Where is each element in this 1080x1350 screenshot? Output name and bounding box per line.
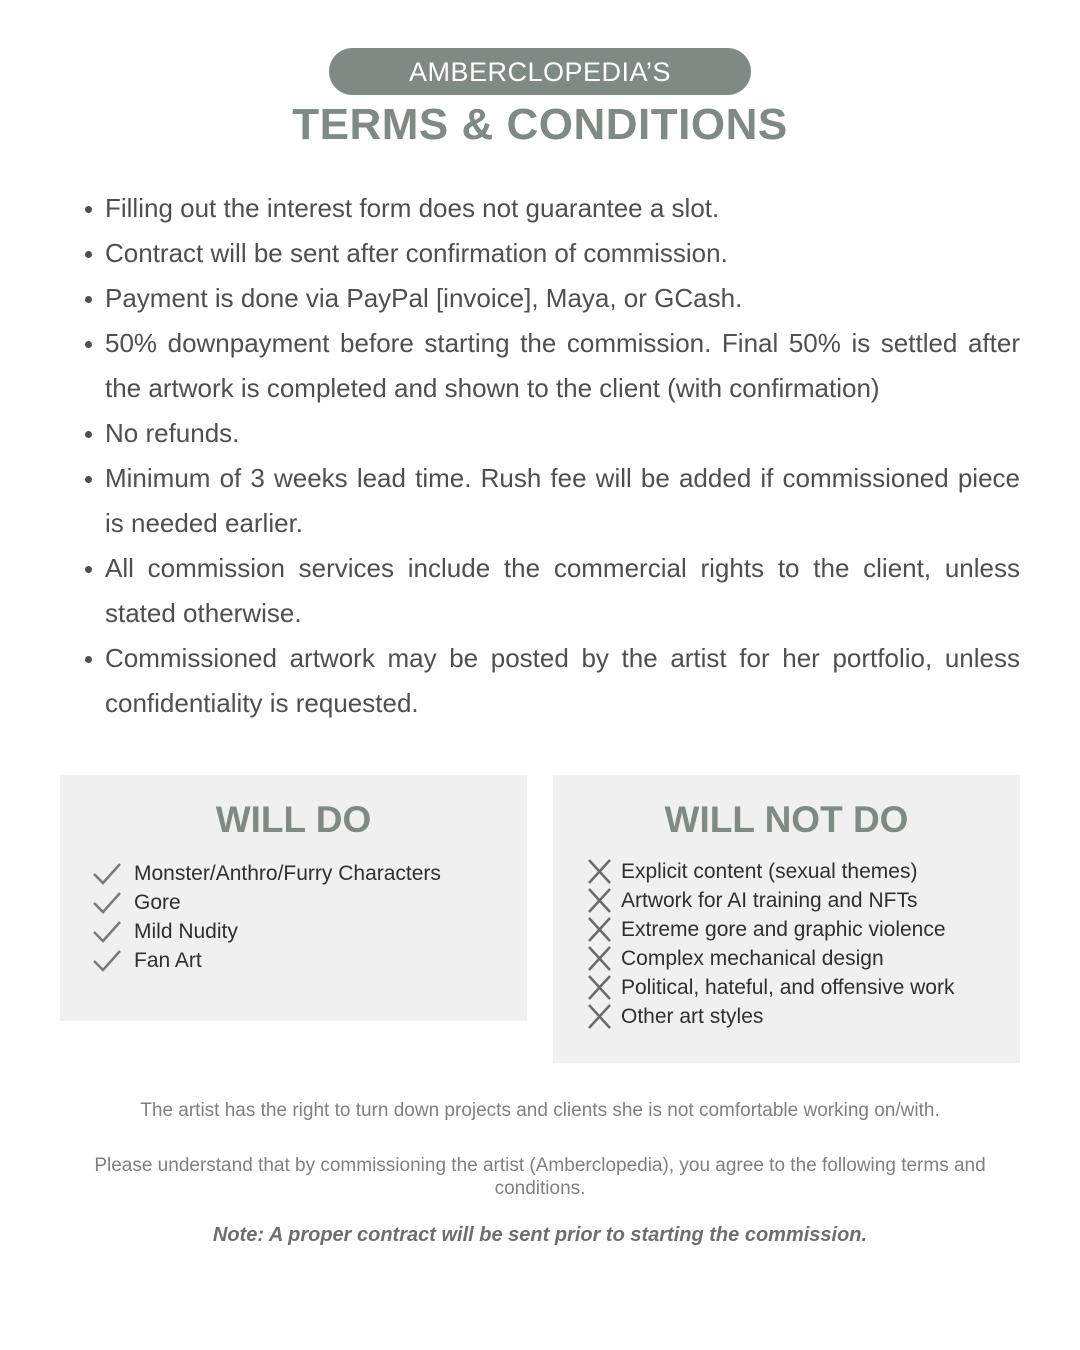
will-not-do-item [586,973,954,1002]
x-icon [586,915,613,944]
x-icon [586,944,613,973]
term-item: 50% downpayment before starting the commission. Final 50% is settled after the artwork is completed and shown to the client (with confirmation) [82,321,1020,411]
will-do-item [92,888,441,917]
term-item: No refunds. [82,411,1020,456]
will-do-heading: WILL DO [215,799,372,840]
term-item: Filling out the interest form does not guarantee a slot. [82,186,1020,231]
will-not-do-panel [553,775,1020,1063]
will-do-panel [60,775,527,1021]
x-icon [586,1002,613,1031]
will-not-do-item-label: Extreme gore and graphic violence [621,917,946,941]
agreement-text: Please understand that by commissioning the artist (Amberclopedia), you agree to the following terms and conditions. [94,1155,986,1199]
will-do-list [92,859,441,975]
will-not-do-item [586,915,954,944]
will-not-do-item-label: Political, hateful, and offensive work [621,975,955,999]
will-do-item [92,917,441,946]
x-icon [586,857,613,886]
will-not-do-item [586,886,954,915]
x-icon [586,973,613,1002]
will-do-item [92,859,441,888]
term-item: Payment is done via PayPal [invoice], Maya, or GCash. [82,276,1020,321]
check-icon [92,888,122,917]
check-icon [92,859,122,888]
right-to-refuse-text: The artist has the right to turn down projects and clients she is not comfortable working on/with. [140,1100,940,1121]
contract-note: Note: A proper contract will be sent prior to starting the commission. [212,1224,868,1246]
check-icon [92,946,122,975]
will-not-do-item-label: Complex mechanical design [621,946,884,970]
will-not-do-item [586,1002,954,1031]
will-not-do-item-label: Explicit content (sexual themes) [621,859,918,883]
will-not-do-item [586,857,954,886]
will-not-do-heading: WILL NOT DO [664,799,909,840]
will-not-do-list [586,857,954,1031]
will-do-item-label: Gore [134,890,181,914]
will-not-do-item-label: Other art styles [621,1004,764,1028]
will-do-item-label: Mild Nudity [134,919,238,943]
check-icon [92,917,122,946]
page-title: TERMS & CONDITIONS [292,100,788,149]
term-item: Contract will be sent after confirmation of commission. [82,231,1020,276]
will-do-item-label: Fan Art [134,948,202,972]
terms-list [82,186,1020,726]
brand-badge: AMBERCLOPEDIA’S [329,48,751,95]
will-do-item-label: Monster/Anthro/Furry Characters [134,861,441,885]
x-icon [586,886,613,915]
term-item: Minimum of 3 weeks lead time. Rush fee will be added if commissioned piece is needed earlier. [82,456,1020,546]
will-do-item [92,946,441,975]
term-item: All commission services include the commercial rights to the client, unless stated otherwise. [82,546,1020,636]
term-item: Commissioned artwork may be posted by the artist for her portfolio, unless confidentiality is requested. [82,636,1020,726]
will-not-do-item-label: Artwork for AI training and NFTs [621,888,918,912]
will-not-do-item [586,944,954,973]
